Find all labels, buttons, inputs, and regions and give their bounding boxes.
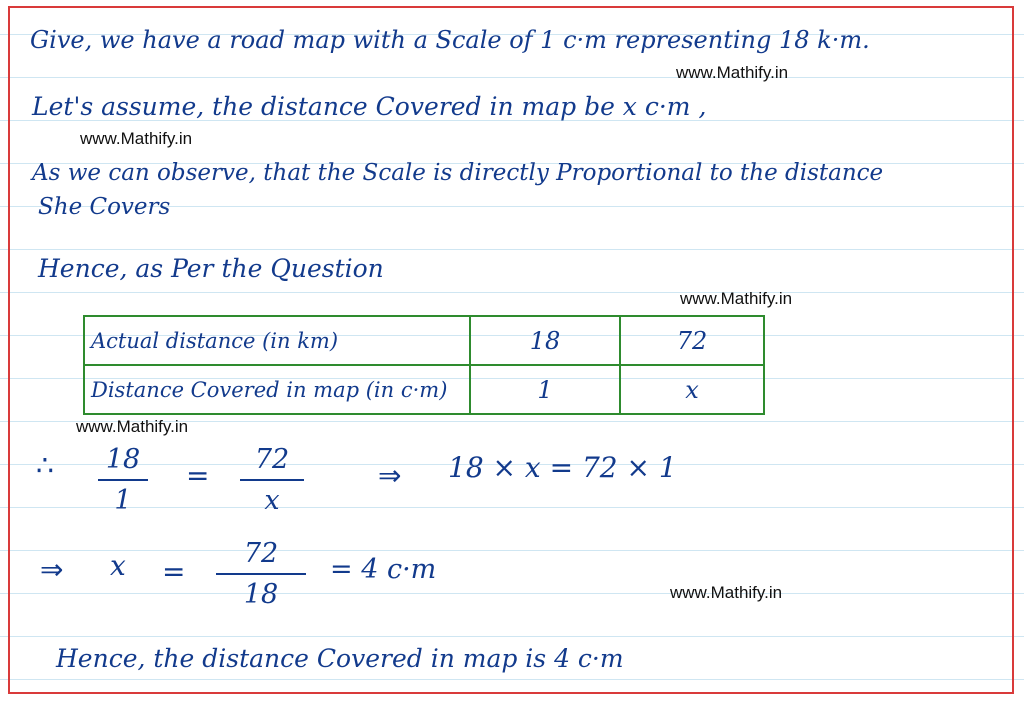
fraction-numerator: 72 [254,444,290,475]
watermark-2: www.Mathify.in [80,129,193,148]
fraction-bar [240,479,304,481]
result-value: = 4 c·m [330,554,437,585]
observe-line-2: She Covers [38,194,171,220]
table-cell-value: 72 [620,316,764,365]
fraction-18-over-1 [98,446,148,514]
watermark-3: www.Mathify.in [680,289,793,308]
table-cell-value: x [620,365,764,414]
watermark-1: www.Mathify.in [676,63,789,82]
table-cell-value: 1 [470,365,620,414]
fraction-72-over-18 [216,540,306,608]
watermark-4: www.Mathify.in [76,417,189,436]
fraction-denominator: 18 [243,579,279,610]
fraction-denominator: x [264,485,280,516]
fraction-numerator: 72 [243,538,279,569]
conclusion-line: Hence, the distance Covered in map is 4 c·m [56,644,624,673]
fraction-numerator: 18 [105,444,141,475]
table-cell-label: Actual distance (in km) [84,316,470,365]
hence-per-question-line: Hence, as Per the Question [38,254,384,283]
watermark-5: www.Mathify.in [670,583,783,602]
distance-table [83,315,765,415]
implies-arrow: ⇒ [40,553,64,586]
observe-line-1: As we can observe, that the Scale is directly Proportional to the distance [32,160,884,186]
fraction-bar [216,573,306,575]
implies-arrow: ⇒ [378,459,402,492]
variable-x: x [110,549,126,582]
table-cell-label: Distance Covered in map (in c·m) [84,365,470,414]
table-row [84,316,764,365]
assume-line: Let's assume, the distance Covered in map be x c·m , [32,92,707,121]
fraction-denominator: 1 [114,485,132,516]
equals-sign: = [162,555,186,588]
table-cell-value: 18 [470,316,620,365]
given-line: Give, we have a road map with a Scale of 1 c·m representing 18 k·m. [30,26,870,54]
fraction-bar [98,479,148,481]
table-row [84,365,764,414]
fraction-72-over-x [240,446,304,514]
equals-sign: = [186,459,210,492]
cross-multiplication: 18 × x = 72 × 1 [448,451,677,484]
therefore-symbol: ∴ [36,449,54,482]
